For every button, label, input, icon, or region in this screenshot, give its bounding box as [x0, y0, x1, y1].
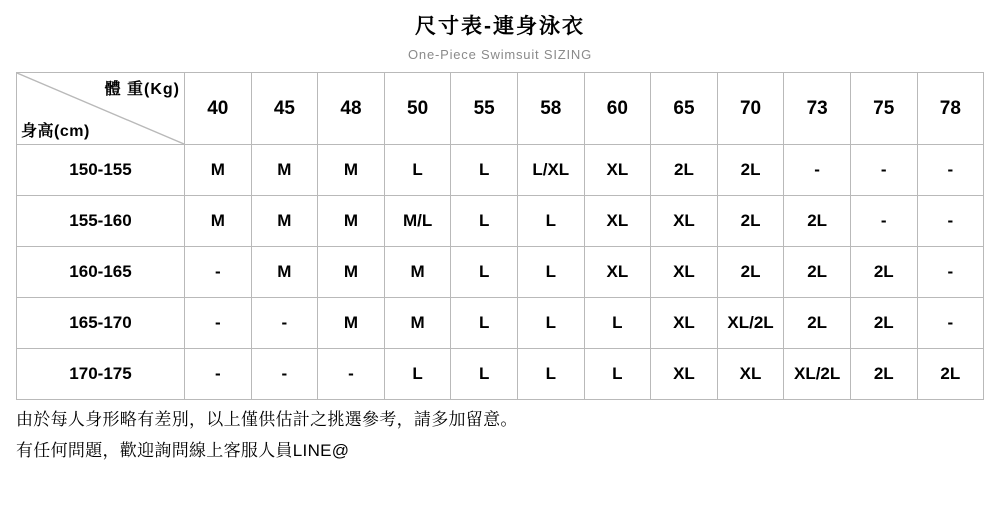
size-cell: XL/2L	[717, 298, 784, 349]
column-header: 73	[784, 73, 851, 145]
size-cell: -	[185, 298, 252, 349]
size-cell: 2L	[850, 298, 917, 349]
size-cell: L	[451, 247, 518, 298]
size-cell: M	[318, 298, 385, 349]
row-header: 155-160	[17, 196, 185, 247]
sizing-table-wrap	[0, 72, 1000, 400]
size-cell: XL	[651, 196, 718, 247]
size-cell: M	[251, 196, 318, 247]
size-cell: M	[384, 247, 451, 298]
size-cell: 2L	[717, 247, 784, 298]
size-cell: -	[318, 349, 385, 400]
size-cell: XL	[651, 349, 718, 400]
size-cell: M/L	[384, 196, 451, 247]
size-cell: 2L	[850, 349, 917, 400]
table-row	[17, 247, 984, 298]
column-header: 65	[651, 73, 718, 145]
row-header: 165-170	[17, 298, 185, 349]
page-title: 尺寸表-連身泳衣	[415, 15, 585, 38]
size-cell: L	[451, 196, 518, 247]
size-cell: L	[584, 298, 651, 349]
size-cell: XL/2L	[784, 349, 851, 400]
size-cell: 2L	[784, 196, 851, 247]
weight-axis-label: 體 重(Kg)	[104, 81, 180, 99]
column-header: 48	[318, 73, 385, 145]
size-cell: 2L	[784, 298, 851, 349]
size-cell: M	[251, 247, 318, 298]
size-cell: L	[517, 349, 584, 400]
sizing-chart-page	[0, 14, 1000, 525]
size-cell: L	[517, 298, 584, 349]
size-cell: M	[251, 145, 318, 196]
column-header: 55	[451, 73, 518, 145]
size-cell: -	[251, 349, 318, 400]
note-line: 由於每人身形略有差別，以上僅供估計之挑選參考，請多加留意。	[16, 410, 518, 430]
size-cell: L	[384, 349, 451, 400]
column-header: 60	[584, 73, 651, 145]
size-cell: XL	[584, 196, 651, 247]
size-cell: M	[185, 145, 252, 196]
size-cell: XL	[651, 247, 718, 298]
size-cell: L	[451, 145, 518, 196]
size-cell: -	[185, 247, 252, 298]
size-cell: L	[517, 247, 584, 298]
size-cell: -	[917, 247, 984, 298]
column-header: 58	[517, 73, 584, 145]
column-header: 78	[917, 73, 984, 145]
height-axis-label: 身高(cm)	[21, 123, 90, 141]
table-row	[17, 298, 984, 349]
size-cell: M	[318, 247, 385, 298]
table-body	[17, 145, 984, 400]
notes-section	[0, 400, 1000, 463]
size-cell: -	[917, 196, 984, 247]
size-cell: XL	[584, 247, 651, 298]
row-header: 170-175	[17, 349, 185, 400]
table-header	[17, 73, 984, 145]
size-cell: L	[584, 349, 651, 400]
table-header-row	[17, 73, 984, 145]
column-header: 75	[850, 73, 917, 145]
size-cell: -	[917, 145, 984, 196]
sizing-table	[16, 72, 984, 400]
size-cell: L	[384, 145, 451, 196]
size-cell: 2L	[717, 196, 784, 247]
column-header: 50	[384, 73, 451, 145]
size-cell: M	[318, 145, 385, 196]
size-cell: XL	[584, 145, 651, 196]
size-cell: -	[850, 145, 917, 196]
size-cell: 2L	[917, 349, 984, 400]
size-cell: -	[850, 196, 917, 247]
row-header: 160-165	[17, 247, 185, 298]
size-cell: XL	[717, 349, 784, 400]
size-cell: -	[185, 349, 252, 400]
size-cell: 2L	[651, 145, 718, 196]
size-cell: L	[451, 298, 518, 349]
column-header: 40	[185, 73, 252, 145]
size-cell: M	[384, 298, 451, 349]
size-cell: L	[451, 349, 518, 400]
table-row	[17, 145, 984, 196]
corner-cell	[17, 73, 185, 145]
note-line: 有任何問題，歡迎詢問線上客服人員LINE@	[16, 440, 350, 460]
size-cell: L	[517, 196, 584, 247]
size-cell: XL	[651, 298, 718, 349]
size-cell: -	[917, 298, 984, 349]
table-row	[17, 349, 984, 400]
size-cell: 2L	[717, 145, 784, 196]
size-cell: 2L	[850, 247, 917, 298]
size-cell: 2L	[784, 247, 851, 298]
size-cell: M	[318, 196, 385, 247]
row-header: 150-155	[17, 145, 185, 196]
column-header: 45	[251, 73, 318, 145]
size-cell: -	[251, 298, 318, 349]
size-cell: -	[784, 145, 851, 196]
column-header: 70	[717, 73, 784, 145]
page-subtitle: One-Piece Swimsuit SIZING	[408, 47, 592, 63]
size-cell: M	[185, 196, 252, 247]
table-row	[17, 196, 984, 247]
size-cell: L/XL	[517, 145, 584, 196]
